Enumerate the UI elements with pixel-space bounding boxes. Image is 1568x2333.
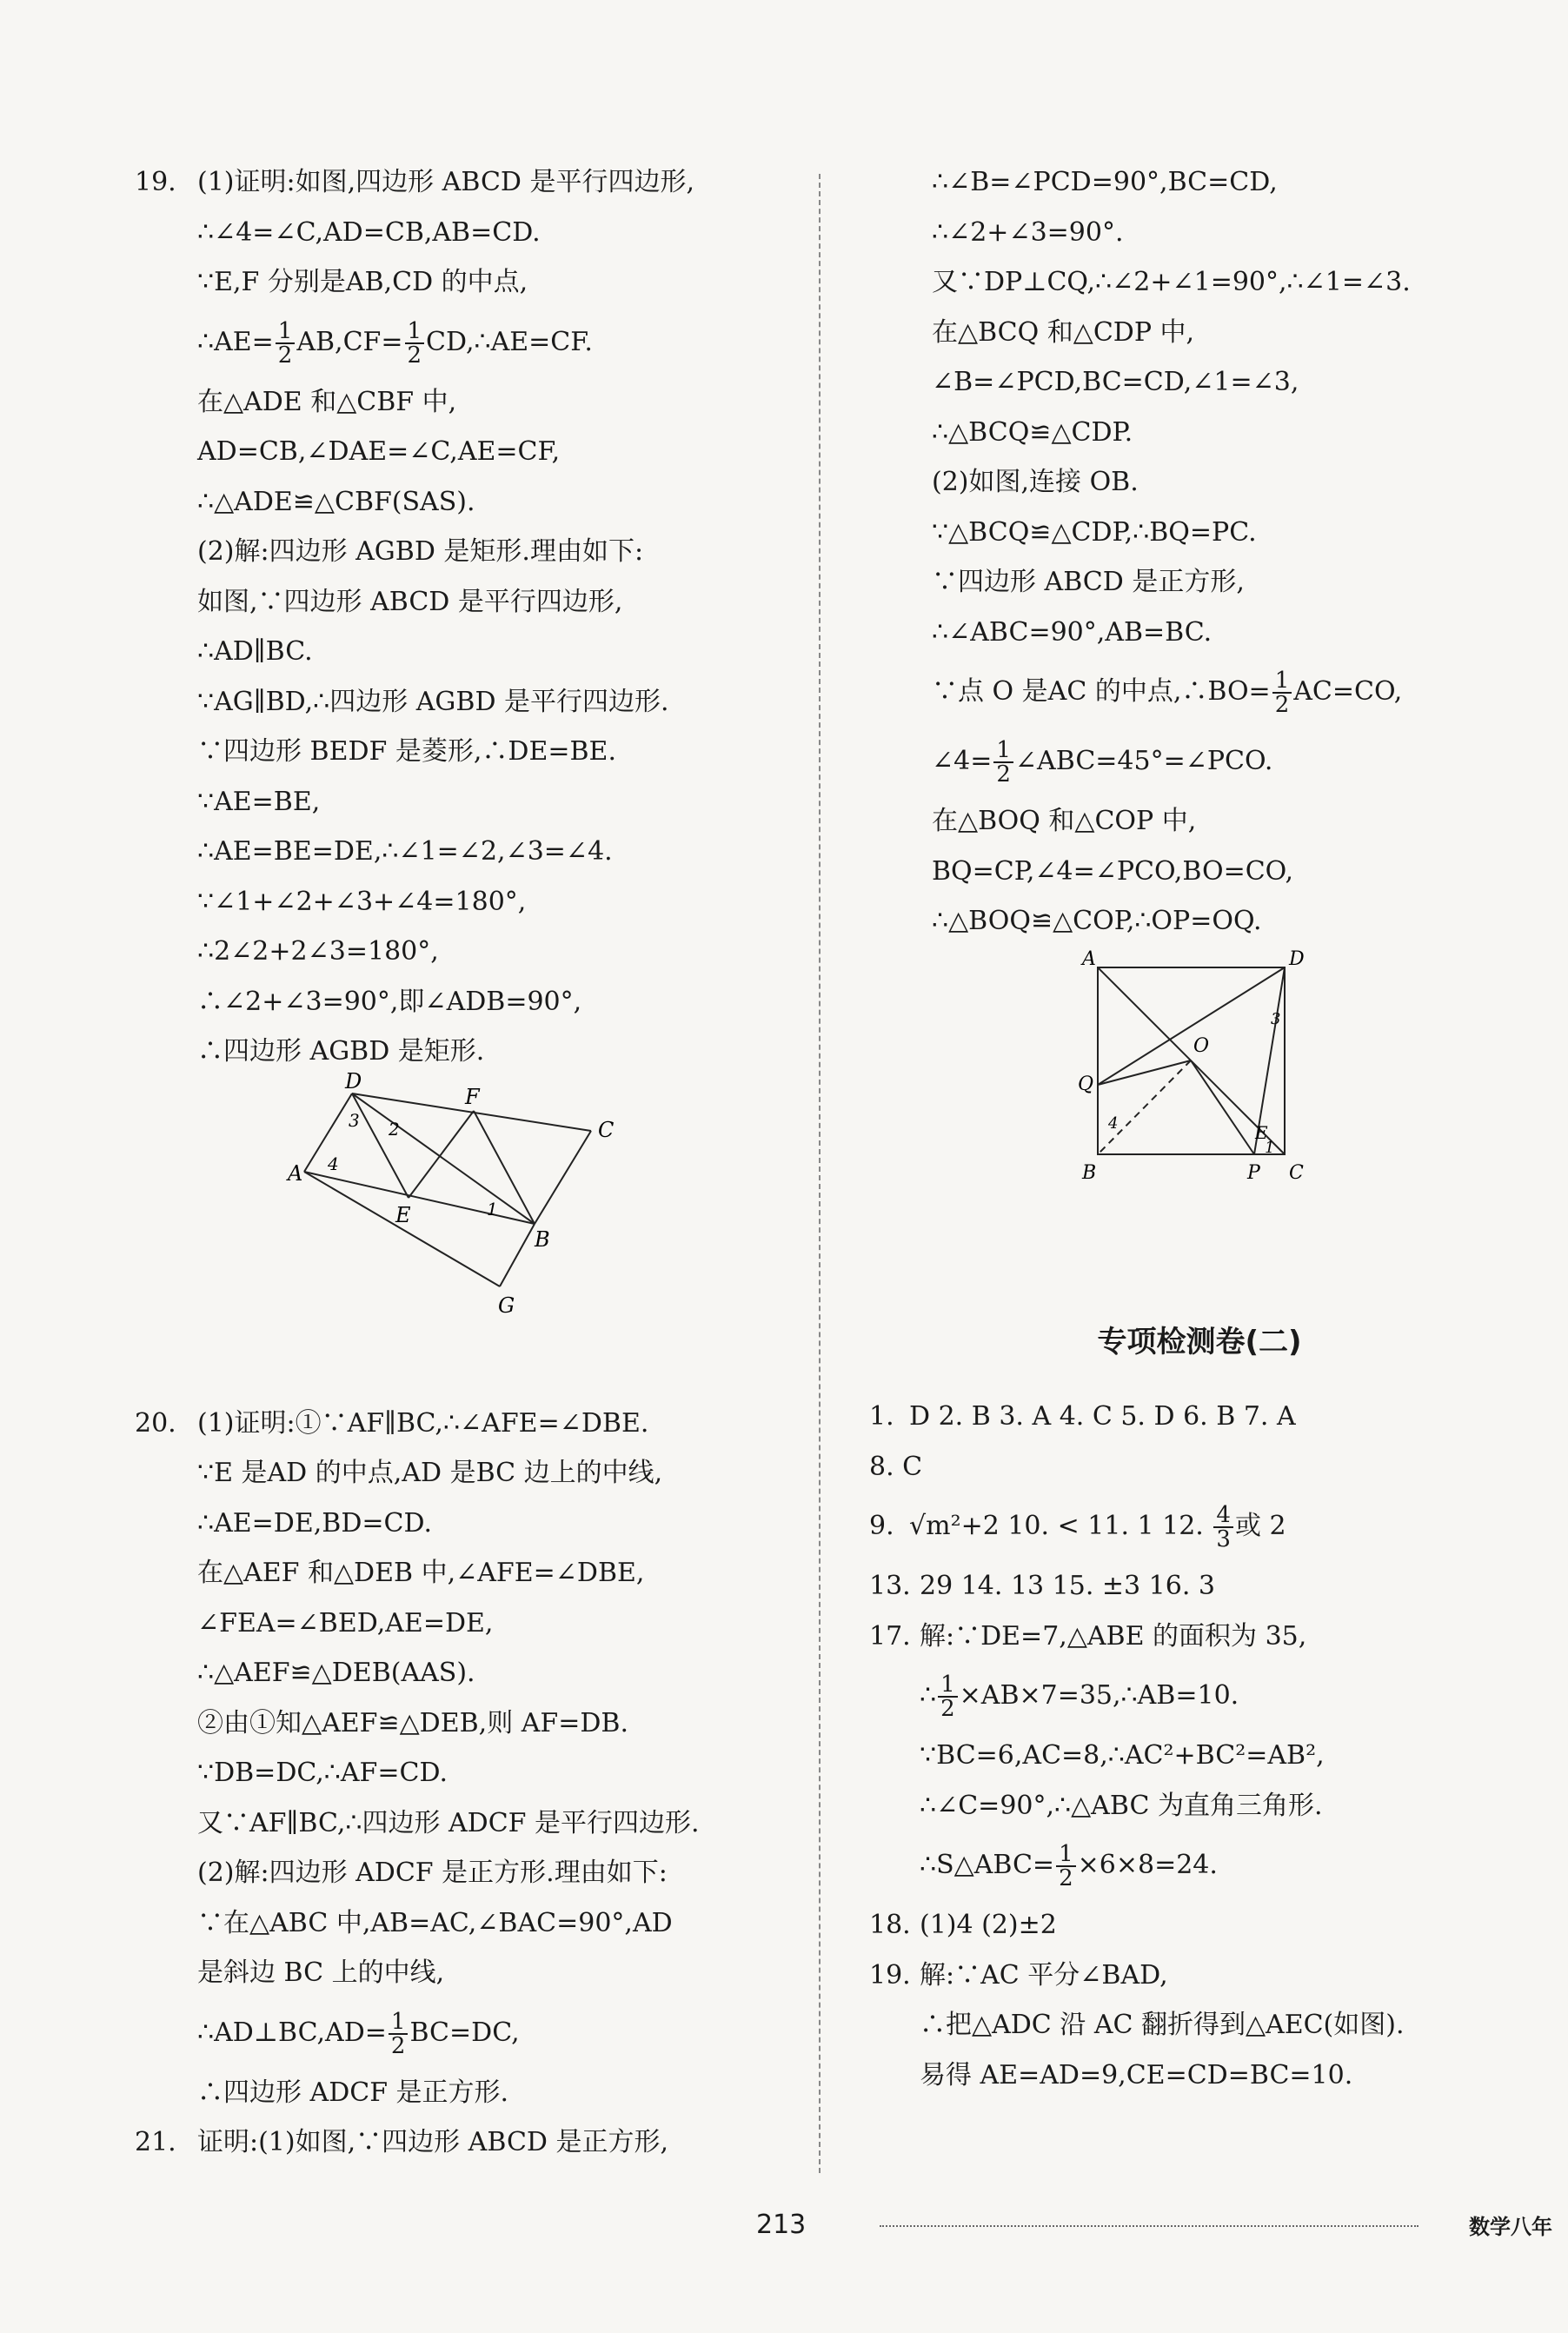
- label-c: C: [1289, 1161, 1304, 1184]
- text-line: [135, 734, 795, 769]
- label-g: G: [498, 1293, 515, 1318]
- text-segment: ∴AE=: [197, 326, 274, 357]
- text-segment: (1)证明:如图,四边形 ABCD 是平行四边形,: [197, 167, 695, 197]
- label-d: D: [345, 1068, 362, 1093]
- text-segment: 或 2: [1234, 1511, 1286, 1541]
- text-segment: ∴∠2+∠3=90°,即∠ADB=90°,: [197, 986, 582, 1017]
- text-line: [135, 1956, 795, 1991]
- text-line: [869, 165, 1530, 200]
- text-segment: ∠ABC=45°=∠PCO.: [1014, 746, 1273, 776]
- text-line: [869, 1789, 1530, 1824]
- text-segment: ∵E 是AD 的中点,AD 是BC 边上的中线,: [197, 1458, 663, 1488]
- text-line: [135, 985, 795, 1020]
- text-line: [869, 316, 1530, 350]
- denominator: 2: [390, 2032, 406, 2059]
- book-label: 数学八年: [1469, 2215, 1552, 2239]
- problem-number: 21.: [135, 2127, 176, 2157]
- figure-square: [869, 947, 1530, 1215]
- text-segment: ∴∠2+∠3=90°.: [932, 216, 1124, 248]
- text-segment: ②由①知△AEF≌△DEB,则 AF=DB.: [197, 1707, 628, 1738]
- text-segment: ∴: [920, 1680, 937, 1711]
- text-segment: (2)解:四边形 ADCF 是正方形.理由如下:: [197, 1858, 668, 1888]
- parallelogram-diagram: [135, 1068, 795, 1406]
- text-segment: 如图,∵四边形 ABCD 是平行四边形,: [197, 586, 623, 617]
- angle-4: 4: [328, 1153, 339, 1174]
- text-segment: AC=CO,: [1293, 676, 1403, 707]
- numerator: 1: [276, 320, 296, 344]
- text-segment: BC=DC,: [409, 2017, 520, 2048]
- text-segment: 证明:(1)如图,∵四边形 ABCD 是正方形,: [197, 2127, 669, 2157]
- text-segment: ∴AD⊥BC,AD=: [197, 2017, 387, 2048]
- text-segment: ∠FEA=∠BED,AE=DE,: [197, 1607, 494, 1638]
- text-segment: ∴∠ABC=90°,AB=BC.: [932, 616, 1213, 648]
- text-line: [135, 1806, 795, 1841]
- text-segment: 又∵AF∥BC,∴四边形 ADCF 是平行四边形.: [197, 1807, 700, 1838]
- text-segment: 29 14. 13 15. ±3 16. 3: [920, 1571, 1216, 1601]
- text-segment: (1)4 (2)±2: [920, 1910, 1057, 1940]
- angle-1: 1: [1265, 1138, 1275, 1157]
- numerator: 1: [993, 739, 1013, 763]
- text-segment: ∴2∠2+2∠3=180°,: [197, 936, 439, 967]
- text-segment: BQ=CP,∠4=∠PCO,BO=CO,: [932, 855, 1294, 887]
- denominator: 2: [1059, 1865, 1073, 1891]
- text-segment: ∴四边形 AGBD 是矩形.: [197, 1036, 485, 1067]
- text-line: [135, 1656, 795, 1691]
- text-segment: ∵E,F 分别是AB,CD 的中点,: [197, 267, 528, 297]
- text-line: [869, 904, 1530, 939]
- text-line: [869, 465, 1530, 500]
- label-a: A: [1082, 947, 1096, 970]
- text-segment: ∴AE=BE=DE,∴∠1=∠2,∠3=∠4.: [197, 836, 613, 867]
- text-segment: √m²+2 10. < 11. 1 12.: [909, 1511, 1213, 1541]
- text-segment: ∴∠C=90°,∴△ABC 为直角三角形.: [920, 1790, 1323, 1821]
- numerator: 1: [1272, 669, 1292, 694]
- text-line: [869, 415, 1530, 450]
- text-segment: (1)证明:①∵AF∥BC,∴∠AFE=∠DBE.: [197, 1407, 649, 1439]
- fraction: [938, 1673, 958, 1720]
- section-title: 专项检测卷(二): [1097, 1325, 1302, 1359]
- text-segment: ∴△ADE≌△CBF(SAS).: [197, 486, 475, 517]
- text-segment: ∠4=: [932, 746, 993, 776]
- label-d: D: [1289, 947, 1305, 970]
- text-line: [869, 1738, 1530, 1773]
- text-line: [869, 854, 1530, 889]
- text-segment: ∵BC=6,AC=8,∴AC²+BC²=AB²,: [920, 1740, 1325, 1771]
- fraction: [1272, 669, 1292, 716]
- problem-number: 19.: [869, 1959, 911, 1991]
- text-line: [869, 1569, 1530, 1604]
- problem-number: 19.: [135, 167, 176, 197]
- left-column: [135, 165, 795, 2176]
- label-b: B: [535, 1226, 550, 1252]
- fraction: [1213, 1504, 1233, 1551]
- fraction: [389, 2008, 409, 2059]
- text-line: [869, 1499, 1530, 1553]
- text-segment: ∴AE=DE,BD=CD.: [197, 1507, 432, 1539]
- numerator: 1: [1056, 1843, 1076, 1867]
- text-line: [869, 1619, 1530, 1654]
- text-line: [135, 2125, 795, 2160]
- text-segment: ∴∠4=∠C,AD=CB,AB=CD.: [197, 216, 541, 248]
- text-segment: ×6×8=24.: [1077, 1850, 1218, 1880]
- text-segment: ∴AD∥BC.: [197, 636, 313, 667]
- text-segment: ∵点 O 是AC 的中点,∴BO=: [932, 676, 1271, 707]
- angle-4: 4: [1108, 1113, 1119, 1133]
- text-line: [135, 1556, 795, 1591]
- problem-number: 17.: [869, 1620, 911, 1652]
- angle-3: 3: [349, 1109, 360, 1131]
- text-line: [135, 1756, 795, 1791]
- problem-number: 20.: [135, 1407, 176, 1439]
- text-segment: ∵四边形 ABCD 是正方形,: [932, 567, 1245, 597]
- fraction: [993, 739, 1013, 786]
- numerator: 1: [938, 1673, 958, 1698]
- text-segment: ∴△BCQ≌△CDP.: [932, 416, 1133, 448]
- text-segment: ∵四边形 BEDF 是菱形,∴DE=BE.: [197, 736, 616, 767]
- text-line: [135, 685, 795, 720]
- text-line: [869, 734, 1530, 788]
- label-o: O: [1193, 1034, 1210, 1057]
- text-segment: D 2. B 3. A 4. C 5. D 6. B 7. A: [909, 1401, 1296, 1432]
- answer-key: [869, 1399, 1530, 2093]
- square-diagram: [869, 947, 1530, 1215]
- problem-number: 18.: [869, 1910, 911, 1940]
- right-column: [869, 165, 1530, 1215]
- denominator: 2: [1274, 692, 1290, 718]
- text-line: [869, 1838, 1530, 1892]
- text-segment: ∵∠1+∠2+∠3+∠4=180°,: [197, 886, 527, 917]
- numerator: 1: [405, 320, 425, 344]
- text-segment: (2)如图,连接 OB.: [932, 467, 1139, 497]
- denominator: 3: [1216, 1526, 1231, 1552]
- label-a: A: [288, 1160, 303, 1186]
- text-line: [135, 1406, 795, 1441]
- text-segment: ∵AG∥BD,∴四边形 AGBD 是平行四边形.: [197, 686, 669, 717]
- text-segment: AB,CF=: [296, 326, 403, 357]
- text-segment: 在△BOQ 和△COP 中,: [932, 806, 1197, 836]
- text-line: [135, 165, 795, 200]
- text-line: [869, 1958, 1530, 1993]
- text-segment: 在△BCQ 和△CDP 中,: [932, 316, 1195, 348]
- text-line: [135, 216, 795, 250]
- text-segment: 在△AEF 和△DEB 中,∠AFE=∠DBE,: [197, 1558, 645, 1588]
- text-line: [869, 515, 1530, 550]
- text-segment: 解:∵AC 平分∠BAD,: [920, 1959, 1168, 1991]
- text-line: [135, 885, 795, 920]
- text-line: [135, 1606, 795, 1641]
- text-line: [869, 1908, 1530, 1943]
- text-segment: ∵AE=BE,: [197, 786, 321, 817]
- text-segment: 解:∵DE=7,△ABE 的面积为 35,: [920, 1620, 1307, 1652]
- text-line: [135, 265, 795, 300]
- text-segment: ∴S△ABC=: [920, 1850, 1055, 1880]
- text-line: [135, 485, 795, 520]
- text-line: [869, 216, 1530, 250]
- text-segment: 是斜边 BC 上的中线,: [197, 1957, 445, 1988]
- footer-dotted-line: [880, 2225, 1419, 2227]
- denominator: 2: [277, 342, 293, 369]
- text-line: [135, 316, 795, 369]
- page-number: 213: [756, 2210, 807, 2240]
- text-line: [135, 1506, 795, 1541]
- problem-number: 13.: [869, 1571, 911, 1601]
- text-line: [135, 934, 795, 969]
- text-line: [135, 2076, 795, 2110]
- figure-parallelogram: [135, 1068, 795, 1406]
- label-f: F: [465, 1084, 480, 1109]
- text-segment: ∵△BCQ≌△CDP,∴BQ=PC.: [932, 516, 1257, 548]
- text-line: [869, 265, 1530, 300]
- text-line: [135, 535, 795, 569]
- problem-20-21-solutions: [135, 1406, 795, 2161]
- text-line: [135, 385, 795, 420]
- fraction: [1056, 1843, 1076, 1890]
- angle-1: 1: [487, 1198, 498, 1220]
- text-line: [135, 785, 795, 820]
- text-line: [869, 1450, 1530, 1485]
- problem-21-continued: [869, 165, 1530, 939]
- text-segment: ∴△AEF≌△DEB(AAS).: [197, 1658, 475, 1688]
- fraction: [405, 317, 425, 369]
- label-q: Q: [1078, 1073, 1094, 1095]
- text-line: [869, 804, 1530, 839]
- text-line: [135, 435, 795, 469]
- text-segment: 易得 AE=AD=9,CE=CD=BC=10.: [920, 2059, 1353, 2090]
- fraction: [276, 317, 296, 369]
- denominator: 2: [407, 342, 422, 369]
- text-line: [135, 1906, 795, 1941]
- label-e: E: [395, 1202, 411, 1227]
- text-segment: ∴四边形 ADCF 是正方形.: [197, 2077, 509, 2108]
- numerator: 1: [389, 2011, 409, 2035]
- text-line: [869, 565, 1530, 600]
- label-p: P: [1247, 1161, 1260, 1184]
- text-segment: 又∵DP⊥CQ,∴∠2+∠1=90°,∴∠1=∠3.: [932, 267, 1411, 297]
- text-line: [135, 1706, 795, 1741]
- text-segment: AD=CB,∠DAE=∠C,AE=CF,: [197, 436, 561, 467]
- text-line: [869, 2008, 1530, 2043]
- text-segment: ∴把△ADC 沿 AC 翻折得到△AEC(如图).: [920, 2010, 1405, 2040]
- text-segment: ∵在△ABC 中,AB=AC,∠BAC=90°,AD: [197, 1907, 673, 1938]
- text-line: [869, 1399, 1530, 1434]
- text-line: [135, 1856, 795, 1891]
- text-segment: ×AB×7=35,∴AB=10.: [959, 1680, 1239, 1711]
- text-line: [135, 834, 795, 869]
- problem-number: 9.: [869, 1511, 894, 1541]
- text-segment: 8. C: [869, 1451, 923, 1482]
- problem-19-20-solutions: [135, 165, 795, 1069]
- text-line: [869, 615, 1530, 650]
- text-line: [135, 635, 795, 669]
- text-segment: ∠B=∠PCD,BC=CD,∠1=∠3,: [932, 367, 1299, 397]
- numerator: 4: [1213, 1504, 1233, 1528]
- text-segment: 在△ADE 和△CBF 中,: [197, 386, 457, 417]
- denominator: 2: [940, 1696, 955, 1722]
- text-segment: (2)解:四边形 AGBD 是矩形.理由如下:: [197, 536, 644, 567]
- text-line: [869, 2058, 1530, 2093]
- text-line: [869, 365, 1530, 400]
- angle-3: 3: [1271, 1009, 1281, 1028]
- text-segment: ∴△BOQ≌△COP,∴OP=OQ.: [932, 906, 1262, 936]
- text-segment: ∴∠B=∠PCD=90°,BC=CD,: [932, 167, 1278, 197]
- denominator: 2: [996, 761, 1011, 788]
- label-e: E: [1255, 1121, 1268, 1143]
- text-segment: ∵DB=DC,∴AF=CD.: [197, 1758, 448, 1788]
- problem-number: 1.: [869, 1401, 894, 1432]
- label-b: B: [1082, 1161, 1097, 1184]
- column-divider: [819, 174, 821, 2173]
- text-line: [869, 665, 1530, 719]
- text-line: [135, 1034, 795, 1069]
- text-segment: CD,∴AE=CF.: [426, 326, 593, 357]
- text-line: [135, 1456, 795, 1491]
- label-c: C: [598, 1117, 615, 1142]
- text-line: [135, 2006, 795, 2060]
- text-line: [869, 1669, 1530, 1723]
- angle-2: 2: [389, 1118, 400, 1140]
- text-line: [135, 585, 795, 620]
- right-column-answers: [869, 1399, 1530, 2108]
